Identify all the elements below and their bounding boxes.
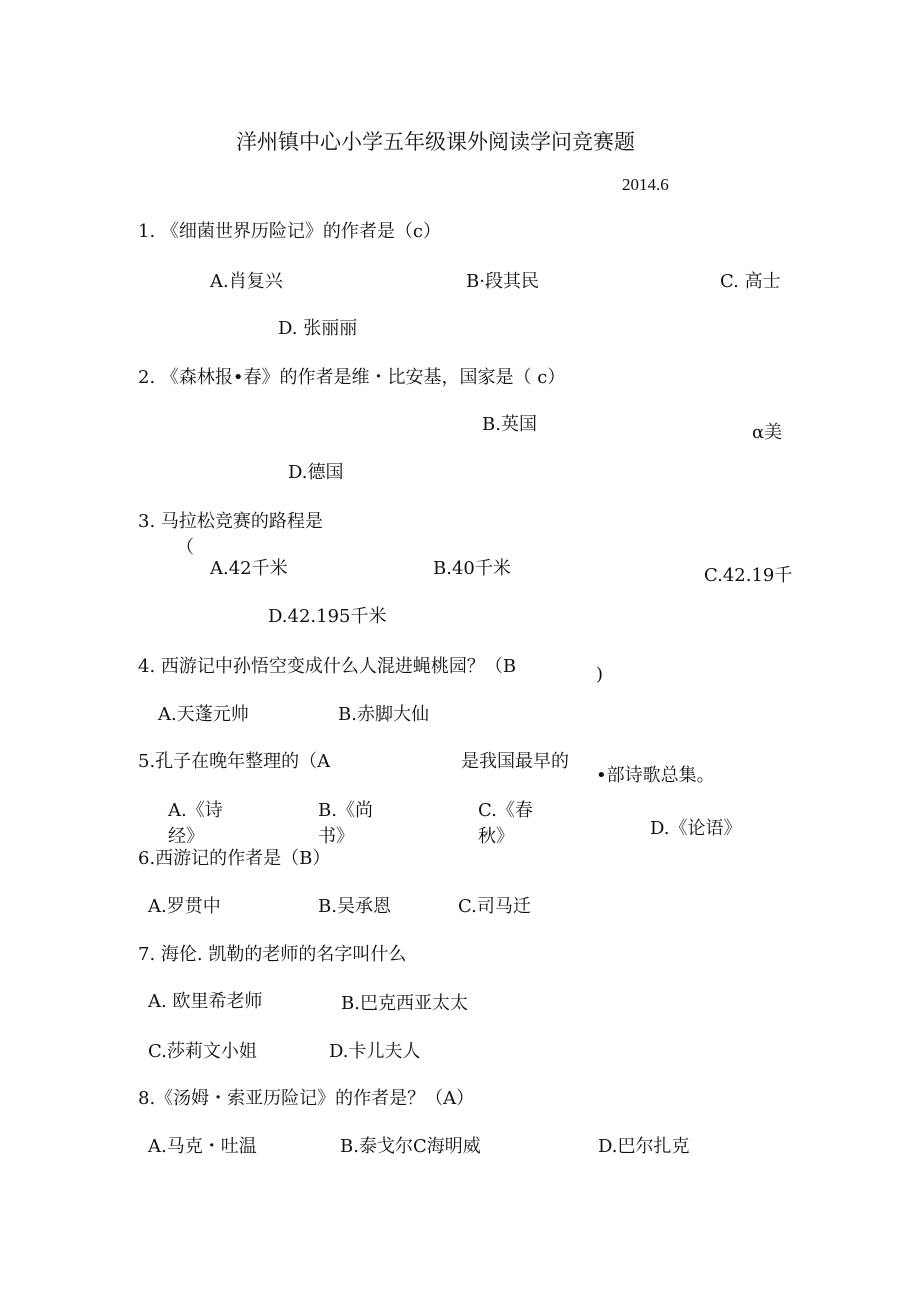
question-1-stem: 1. 《细菌世界历险记》的作者是（c） [138, 221, 441, 242]
question-8-option-b-c: B.泰戈尔C海明威 [340, 1136, 481, 1157]
question-8-stem: 8.《汤姆・索亚历险记》的作者是？（A） [138, 1088, 475, 1109]
question-3-option-b: B.40千米 [433, 558, 511, 579]
question-5-option-b-line1: B.《尚 [318, 800, 373, 821]
question-6-stem: 6.西游记的作者是（B） [138, 848, 331, 869]
question-7-option-b: B.巴克西亚太太 [341, 993, 468, 1014]
question-7-stem: 7. 海伦. 凯勒的老师的名字叫什么 [138, 944, 407, 965]
question-2-stem: 2. 《森林报•春》的作者是维・比安基，国家是（ c） [138, 367, 566, 388]
date-label: 2014.6 [622, 175, 669, 194]
question-5-option-b-line2: 书》 [318, 826, 354, 847]
question-7-option-c: C.莎莉文小姐 [148, 1041, 257, 1062]
question-3-stem: 3. 马拉松竞赛的路程是 [138, 511, 323, 532]
question-2-option-c: α美 [752, 422, 783, 443]
question-1-option-a: A.肖复兴 [210, 271, 283, 292]
question-5-option-a-line1: A.《诗 [168, 800, 223, 821]
question-5-stem-middle: 是我国最早的 [461, 751, 569, 772]
question-6-option-c: C.司马迁 [458, 896, 531, 917]
question-6-option-a: A.罗贯中 [148, 896, 221, 917]
page-title: 洋州镇中心小学五年级课外阅读学问竞赛题 [236, 130, 635, 154]
question-3-option-a: A.42千米 [210, 558, 288, 579]
question-2-option-b: B.英国 [482, 414, 537, 435]
question-6-option-b: B.吴承恩 [318, 896, 391, 917]
question-8-option-a: A.马克・吐温 [148, 1136, 257, 1157]
question-5-option-a-line2: 经》 [168, 826, 204, 847]
question-2-option-d: D.德国 [288, 462, 344, 483]
question-7-option-d: D.卡儿夫人 [329, 1041, 421, 1062]
question-4-option-b: B.赤脚大仙 [338, 704, 429, 725]
question-4-option-a: A.天蓬元帅 [158, 704, 249, 725]
question-4-close-paren: ) [596, 664, 604, 685]
question-7-option-a: A. 欧里希老师 [148, 991, 263, 1012]
question-3-option-c: C.42.19千 [704, 565, 793, 586]
question-5-stem: 5.孔子在晚年整理的（A [138, 751, 331, 772]
question-4-stem: 4. 西游记中孙悟空变成什么人混进蝇桃园？（B [138, 656, 517, 677]
question-3-option-d: D.42.195千米 [268, 606, 387, 627]
question-8-option-d: D.巴尔扎克 [598, 1136, 690, 1157]
question-1-option-c: C. 高士 [720, 271, 781, 292]
question-1-option-d: D. 张丽丽 [278, 318, 358, 339]
question-5-option-c-line2: 秋》 [478, 826, 514, 847]
question-5-option-c-line1: C.《春 [478, 800, 533, 821]
question-5-option-d: D.《论语》 [650, 818, 742, 839]
question-3-paren: （ [176, 537, 194, 558]
question-1-option-b: B·段其民 [466, 271, 539, 292]
question-5-stem-end: •部诗歌总集。 [596, 765, 715, 786]
